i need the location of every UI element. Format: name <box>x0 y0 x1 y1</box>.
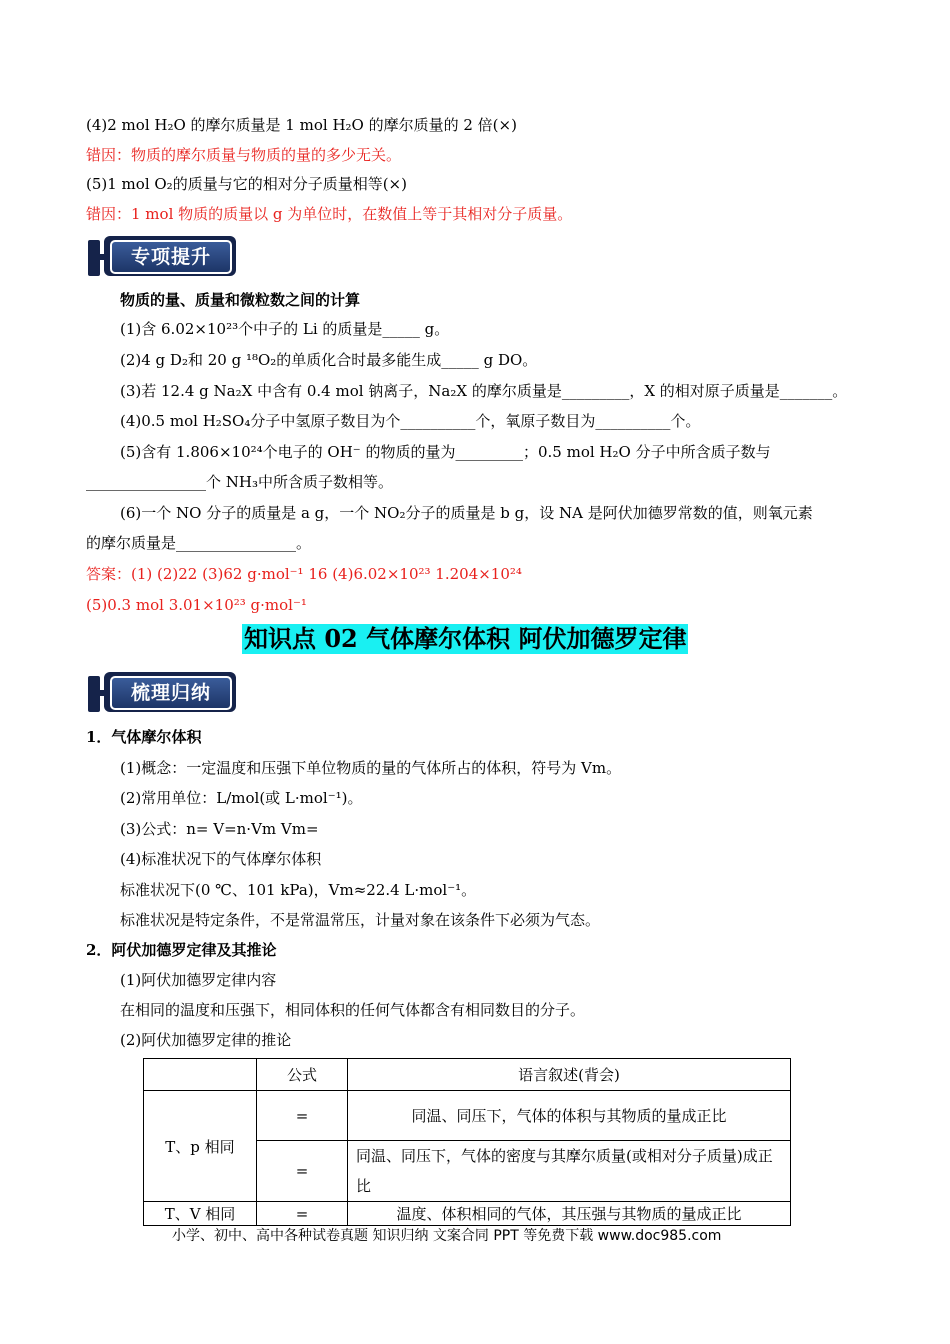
summary-banner-label: 梳理归纳 <box>110 676 232 710</box>
question-3: (3)若 12.4 g Na₂X 中含有 0.4 mol 钠离子，Na₂X 的摩尔质量是_________，X 的相对原子质量是_______。 <box>120 382 848 400</box>
table-row <box>144 1202 791 1226</box>
formula-cell: = <box>257 1202 348 1226</box>
special-banner-label: 专项提升 <box>110 240 232 274</box>
page-footer: 小学、初中、高中各种试卷真题 知识归纳 文案合同 PPT 等免费下载 www.doc985.com <box>172 1228 722 1244</box>
formula-cell: = <box>257 1091 348 1141</box>
question-5b: ________________个 NH₃中所含质子数相等。 <box>86 473 393 491</box>
question-4: (4)0.5 mol H₂SO₄分子中氢原子数目为个__________个，氧原子数目为__________个。 <box>120 412 701 430</box>
knowledge-point-heading: 知识点 02 气体摩尔体积 阿伏加德罗定律 <box>244 624 687 653</box>
section-1-title: 1．气体摩尔体积 <box>86 728 202 746</box>
error-reason-5: 错因：1 mol 物质的质量以 g 为单位时，在数值上等于其相对分子质量。 <box>86 205 573 223</box>
exercise-title: 物质的量、质量和微粒数之间的计算 <box>120 291 361 309</box>
inference-title: (2)阿伏加德罗定律的推论 <box>120 1031 292 1049</box>
std-title-line: (4)标准状况下的气体摩尔体积 <box>120 850 322 868</box>
table-header-row <box>144 1059 791 1091</box>
formula-cell: = <box>257 1141 348 1202</box>
special-banner <box>88 236 238 280</box>
statement-cell: 同温、同压下，气体的密度与其摩尔质量(或相对分子质量)成正比 <box>348 1141 791 1202</box>
group-label-tv: T、V 相同 <box>144 1202 257 1226</box>
question-5a: (5)含有 1.806×10²⁴个电子的 OH⁻ 的物质的量为_________；0.5 mol H₂O 分子中所含质子数与 <box>120 443 771 461</box>
summary-banner <box>88 672 238 716</box>
error-reason-4: 错因：物质的摩尔质量与物质的量的多少无关。 <box>86 146 402 164</box>
answer-line-1: 答案：(1) (2)22 (3)62 g·mol⁻¹ 16 (4)6.02×10²³ 1.204×10²⁴ <box>86 565 522 583</box>
question-6a: (6)一个 NO 分子的质量是 a g，一个 NO₂分子的质量是 b g，设 NA 是阿伏加德罗常数的值，则氧元素 <box>120 504 813 522</box>
table-header-cell: 语言叙述(背会) <box>348 1059 791 1091</box>
table-header-cell <box>144 1059 257 1091</box>
table-row <box>144 1091 791 1141</box>
answer-line-2: (5)0.3 mol 3.01×10²³ g·mol⁻¹ <box>86 596 307 614</box>
law-content-title: (1)阿伏加德罗定律内容 <box>120 971 277 989</box>
group-label-tp: T、p 相同 <box>144 1091 257 1202</box>
std-value-line: 标准状况下(0 ℃、101 kPa)，Vm≈22.4 L·mol⁻¹。 <box>120 881 477 899</box>
unit-line: (2)常用单位：L/mol(或 L·mol⁻¹)。 <box>120 789 363 807</box>
std-note-line: 标准状况是特定条件，不是常温常压，计量对象在该条件下必须为气态。 <box>120 911 601 929</box>
law-content: 在相同的温度和压强下，相同体积的任何气体都含有相同数目的分子。 <box>120 1001 586 1019</box>
error-item-5: (5)1 mol O₂的质量与它的相对分子质量相等(×) <box>86 175 407 193</box>
table-header-cell: 公式 <box>257 1059 348 1091</box>
question-2: (2)4 g D₂和 20 g ¹⁸O₂的单质化合时最多能生成_____ g DO。 <box>120 351 538 369</box>
error-item-4: (4)2 mol H₂O 的摩尔质量是 1 mol H₂O 的摩尔质量的 2 倍(×) <box>86 116 517 134</box>
section-2-title: 2．阿伏加德罗定律及其推论 <box>86 941 277 959</box>
statement-cell: 温度、体积相同的气体，其压强与其物质的量成正比 <box>348 1202 791 1226</box>
inference-table <box>143 1058 791 1226</box>
question-1: (1)含 6.02×10²³个中子的 Li 的质量是_____ g。 <box>120 320 450 338</box>
question-6b: 的摩尔质量是________________。 <box>86 534 312 552</box>
statement-cell: 同温、同压下，气体的体积与其物质的量成正比 <box>348 1091 791 1141</box>
concept-line: (1)概念：一定温度和压强下单位物质的量的气体所占的体积，符号为 Vm。 <box>120 759 622 777</box>
formula-line: (3)公式：n= V=n·Vm Vm= <box>120 820 319 838</box>
